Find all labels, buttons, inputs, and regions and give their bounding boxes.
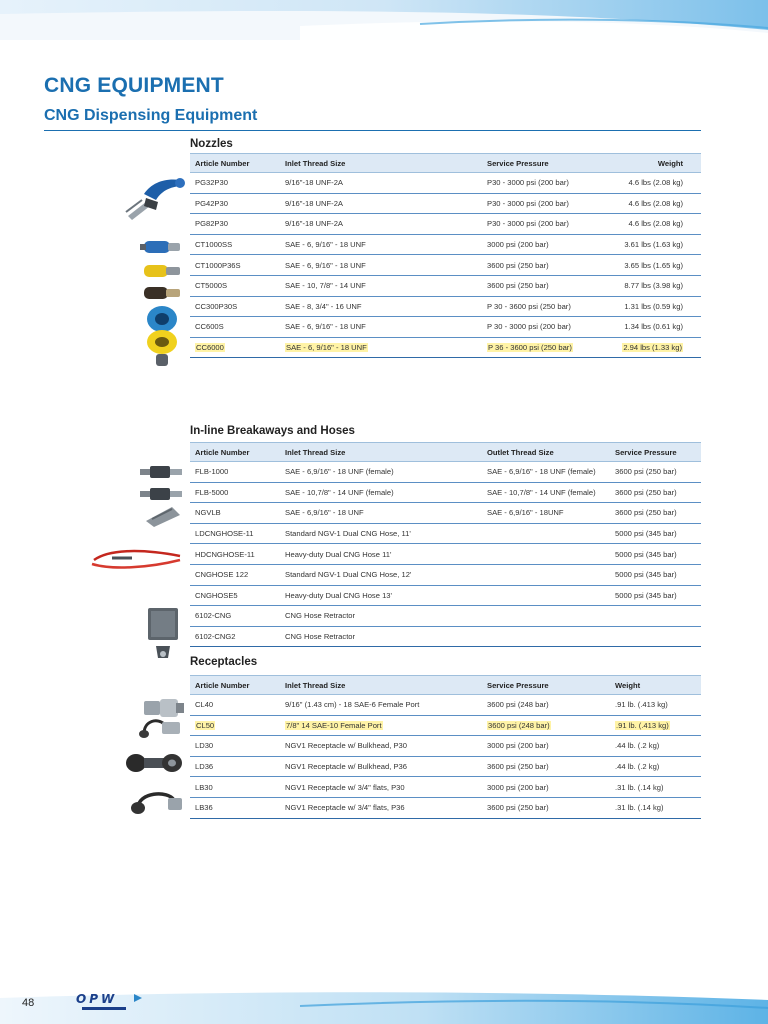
service-pressure: P30 - 3000 psi (200 bar) xyxy=(482,173,618,194)
inlet-thread: NGV1 Receptacle w/ 3/4" flats, P30 xyxy=(280,777,482,798)
inlet-thread: SAE - 6,9/16" - 18 UNF xyxy=(280,503,482,524)
table-header-row xyxy=(190,676,701,695)
article-number: LB36 xyxy=(190,797,280,818)
weight: 4.6 lbs (2.08 kg) xyxy=(618,214,701,235)
service-pressure: P 30 - 3000 psi (200 bar) xyxy=(482,317,618,338)
table-row xyxy=(190,214,701,235)
inlet-thread: 9/16"-18 UNF-2A xyxy=(280,173,482,194)
weight: .91 lb. (.413 kg) xyxy=(610,695,701,716)
inlet-thread: SAE - 6, 9/16" - 18 UNF xyxy=(286,343,367,353)
inlet-thread: SAE - 6,9/16" - 18 UNF (female) xyxy=(280,462,482,483)
inlet-thread: 9/16" (1.43 cm) - 18 SAE-6 Female Port xyxy=(280,695,482,716)
article-number: HDCNGHOSE-11 xyxy=(190,544,280,565)
inlet-thread: SAE - 8, 3/4" - 16 UNF xyxy=(280,296,482,317)
article-number: CT1000SS xyxy=(190,234,280,255)
article-number: CL40 xyxy=(190,695,280,716)
table-row xyxy=(190,736,701,757)
weight: .31 lb. (.14 kg) xyxy=(610,777,701,798)
receptacles-heading: Receptacles xyxy=(190,656,258,668)
service-pressure: 5000 psi (345 bar) xyxy=(610,523,701,544)
column-header: Service Pressure xyxy=(482,676,610,695)
table-header-row xyxy=(190,443,701,462)
column-header: Weight xyxy=(610,676,701,695)
breakaway-product-image xyxy=(142,503,184,529)
service-pressure: P30 - 3000 psi (200 bar) xyxy=(482,214,618,235)
column-header: Weight xyxy=(618,154,701,173)
service-pressure: P30 - 3000 psi (200 bar) xyxy=(482,193,618,214)
nozzle-product-image xyxy=(122,172,188,224)
column-header: Inlet Thread Size xyxy=(280,676,482,695)
inlet-thread: Standard NGV-1 Dual CNG Hose, 11' xyxy=(280,523,482,544)
table-row xyxy=(190,585,701,606)
inlet-thread: CNG Hose Retractor xyxy=(280,606,482,627)
outlet-thread xyxy=(482,606,610,627)
service-pressure: 3600 psi (250 bar) xyxy=(482,275,618,296)
table-row xyxy=(190,797,701,818)
service-pressure xyxy=(610,626,701,647)
article-number: NGVLB xyxy=(190,503,280,524)
service-pressure: 3600 psi (250 bar) xyxy=(482,797,610,818)
weight: .44 lb. (.2 kg) xyxy=(610,736,701,757)
weight: 4.6 lbs (2.08 kg) xyxy=(618,193,701,214)
outlet-thread: SAE - 6,9/16" - 18 UNF (female) xyxy=(482,462,610,483)
table-row xyxy=(190,275,701,296)
inlet-thread: 9/16"-18 UNF-2A xyxy=(280,214,482,235)
inlet-thread: SAE - 10, 7/8" - 14 UNF xyxy=(280,275,482,296)
table-row xyxy=(190,317,701,338)
table-row xyxy=(190,564,701,585)
column-header: Article Number xyxy=(190,443,280,462)
article-number: CNGHOSE 122 xyxy=(190,564,280,585)
inlet-thread: 9/16"-18 UNF-2A xyxy=(280,193,482,214)
inlet-thread: CNG Hose Retractor xyxy=(280,626,482,647)
column-header: Outlet Thread Size xyxy=(482,443,610,462)
weight: .31 lb. (.14 kg) xyxy=(610,797,701,818)
service-pressure: 3600 psi (250 bar) xyxy=(482,756,610,777)
retractor-product-image xyxy=(146,606,180,666)
article-number: FLB-1000 xyxy=(190,462,280,483)
column-header: Inlet Thread Size xyxy=(280,154,482,173)
article-number: 6102-CNG xyxy=(190,606,280,627)
nozzle-product-image xyxy=(140,260,184,282)
breakaway-product-image xyxy=(138,486,184,502)
inlet-thread: SAE - 6, 9/16" - 18 UNF xyxy=(280,234,482,255)
article-number: CNGHOSE5 xyxy=(190,585,280,606)
service-pressure: 3600 psi (248 bar) xyxy=(488,720,550,730)
page-title: CNG EQUIPMENT xyxy=(44,74,224,97)
outlet-thread xyxy=(482,585,610,606)
article-number: PG32P30 xyxy=(190,173,280,194)
table-row xyxy=(190,296,701,317)
breakaways-heading: In-line Breakaways and Hoses xyxy=(190,425,355,437)
service-pressure: 3000 psi (200 bar) xyxy=(482,736,610,757)
service-pressure: P 30 - 3600 psi (250 bar) xyxy=(482,296,618,317)
service-pressure: 3600 psi (250 bar) xyxy=(610,503,701,524)
article-number: LD36 xyxy=(190,756,280,777)
table-row-highlighted xyxy=(190,337,701,358)
table-row xyxy=(190,255,701,276)
table-row xyxy=(190,777,701,798)
article-number: 6102-CNG2 xyxy=(190,626,280,647)
nozzle-product-image xyxy=(144,328,180,370)
header-decor-band xyxy=(0,0,768,40)
weight: 3.61 lbs (1.63 kg) xyxy=(618,234,701,255)
column-header: Article Number xyxy=(190,154,280,173)
article-number: LDCNGHOSE-11 xyxy=(190,523,280,544)
article-number: CL50 xyxy=(196,720,215,730)
table-row xyxy=(190,462,701,483)
opw-logo xyxy=(76,990,152,1016)
table-row xyxy=(190,173,701,194)
column-header: Service Pressure xyxy=(482,154,618,173)
nozzle-product-image xyxy=(140,282,184,304)
table-row xyxy=(190,695,701,716)
weight: 3.65 lbs (1.65 kg) xyxy=(618,255,701,276)
table-row xyxy=(190,482,701,503)
article-number: CC300P30S xyxy=(190,296,280,317)
page-subtitle: CNG Dispensing Equipment xyxy=(44,107,258,124)
outlet-thread xyxy=(482,544,610,565)
inlet-thread: SAE - 6, 9/16" - 18 UNF xyxy=(280,317,482,338)
table-row-highlighted xyxy=(190,715,701,736)
weight: .44 lb. (.2 kg) xyxy=(610,756,701,777)
service-pressure: 3600 psi (250 bar) xyxy=(482,255,618,276)
article-number: PG82P30 xyxy=(190,214,280,235)
outlet-thread xyxy=(482,626,610,647)
table-row xyxy=(190,523,701,544)
outlet-thread xyxy=(482,564,610,585)
article-number: CT5000S xyxy=(190,275,280,296)
service-pressure: 3000 psi (200 bar) xyxy=(482,234,618,255)
outlet-thread: SAE - 6,9/16" - 18UNF xyxy=(482,503,610,524)
article-number: PG42P30 xyxy=(190,193,280,214)
page-number: 48 xyxy=(22,997,35,1009)
receptacle-product-image xyxy=(136,714,186,742)
column-header: Article Number xyxy=(190,676,280,695)
service-pressure: 5000 psi (345 bar) xyxy=(610,585,701,606)
receptacle-product-image xyxy=(128,786,186,820)
inlet-thread: Standard NGV-1 Dual CNG Hose, 12' xyxy=(280,564,482,585)
weight: 8.77 lbs (3.98 kg) xyxy=(618,275,701,296)
nozzles-table xyxy=(190,153,701,358)
receptacle-product-image xyxy=(124,748,186,778)
table-row xyxy=(190,503,701,524)
service-pressure: 3600 psi (248 bar) xyxy=(482,695,610,716)
inlet-thread: SAE - 6, 9/16" - 18 UNF xyxy=(280,255,482,276)
table-row xyxy=(190,606,701,627)
article-number: FLB-5000 xyxy=(190,482,280,503)
inlet-thread: Heavy-duty Dual CNG Hose 13' xyxy=(280,585,482,606)
service-pressure: P 36 - 3600 psi (250 bar) xyxy=(488,343,572,353)
inlet-thread: NGV1 Receptacle w/ Bulkhead, P30 xyxy=(280,736,482,757)
article-number: LD30 xyxy=(190,736,280,757)
weight: 1.31 lbs (0.59 kg) xyxy=(618,296,701,317)
inlet-thread: NGV1 Receptacle w/ 3/4" flats, P36 xyxy=(280,797,482,818)
nozzle-product-image xyxy=(140,232,184,262)
table-header-row xyxy=(190,154,701,173)
service-pressure: 3600 psi (250 bar) xyxy=(610,482,701,503)
weight: 2.94 lbs (1.33 kg) xyxy=(623,343,682,353)
article-number: CT1000P36S xyxy=(190,255,280,276)
inlet-thread: NGV1 Receptacle w/ Bulkhead, P36 xyxy=(280,756,482,777)
table-row xyxy=(190,544,701,565)
weight: .91 lb. (.413 kg) xyxy=(616,720,669,730)
article-number: CC600S xyxy=(190,317,280,338)
service-pressure xyxy=(610,606,701,627)
article-number: CC6000 xyxy=(196,343,224,353)
service-pressure: 3600 psi (250 bar) xyxy=(610,462,701,483)
weight: 4.6 lbs (2.08 kg) xyxy=(618,173,701,194)
hose-product-image xyxy=(88,544,184,574)
nozzles-heading: Nozzles xyxy=(190,138,233,150)
column-header: Inlet Thread Size xyxy=(280,443,482,462)
table-row xyxy=(190,234,701,255)
logo-text: OPW xyxy=(76,992,118,1006)
service-pressure: 5000 psi (345 bar) xyxy=(610,564,701,585)
table-row xyxy=(190,193,701,214)
service-pressure: 5000 psi (345 bar) xyxy=(610,544,701,565)
column-header: Service Pressure xyxy=(610,443,701,462)
outlet-thread xyxy=(482,523,610,544)
table-row xyxy=(190,756,701,777)
receptacles-table xyxy=(190,675,701,819)
breakaways-table xyxy=(190,442,701,647)
inlet-thread: Heavy-duty Dual CNG Hose 11' xyxy=(280,544,482,565)
breakaway-product-image xyxy=(138,464,184,480)
inlet-thread: 7/8" 14 SAE-10 Female Port xyxy=(286,720,382,730)
service-pressure: 3000 psi (200 bar) xyxy=(482,777,610,798)
article-number: LB30 xyxy=(190,777,280,798)
weight: 1.34 lbs (0.61 kg) xyxy=(618,317,701,338)
inlet-thread: SAE - 10,7/8" - 14 UNF (female) xyxy=(280,482,482,503)
title-divider xyxy=(44,130,701,131)
table-row xyxy=(190,626,701,647)
outlet-thread: SAE - 10,7/8" - 14 UNF (female) xyxy=(482,482,610,503)
